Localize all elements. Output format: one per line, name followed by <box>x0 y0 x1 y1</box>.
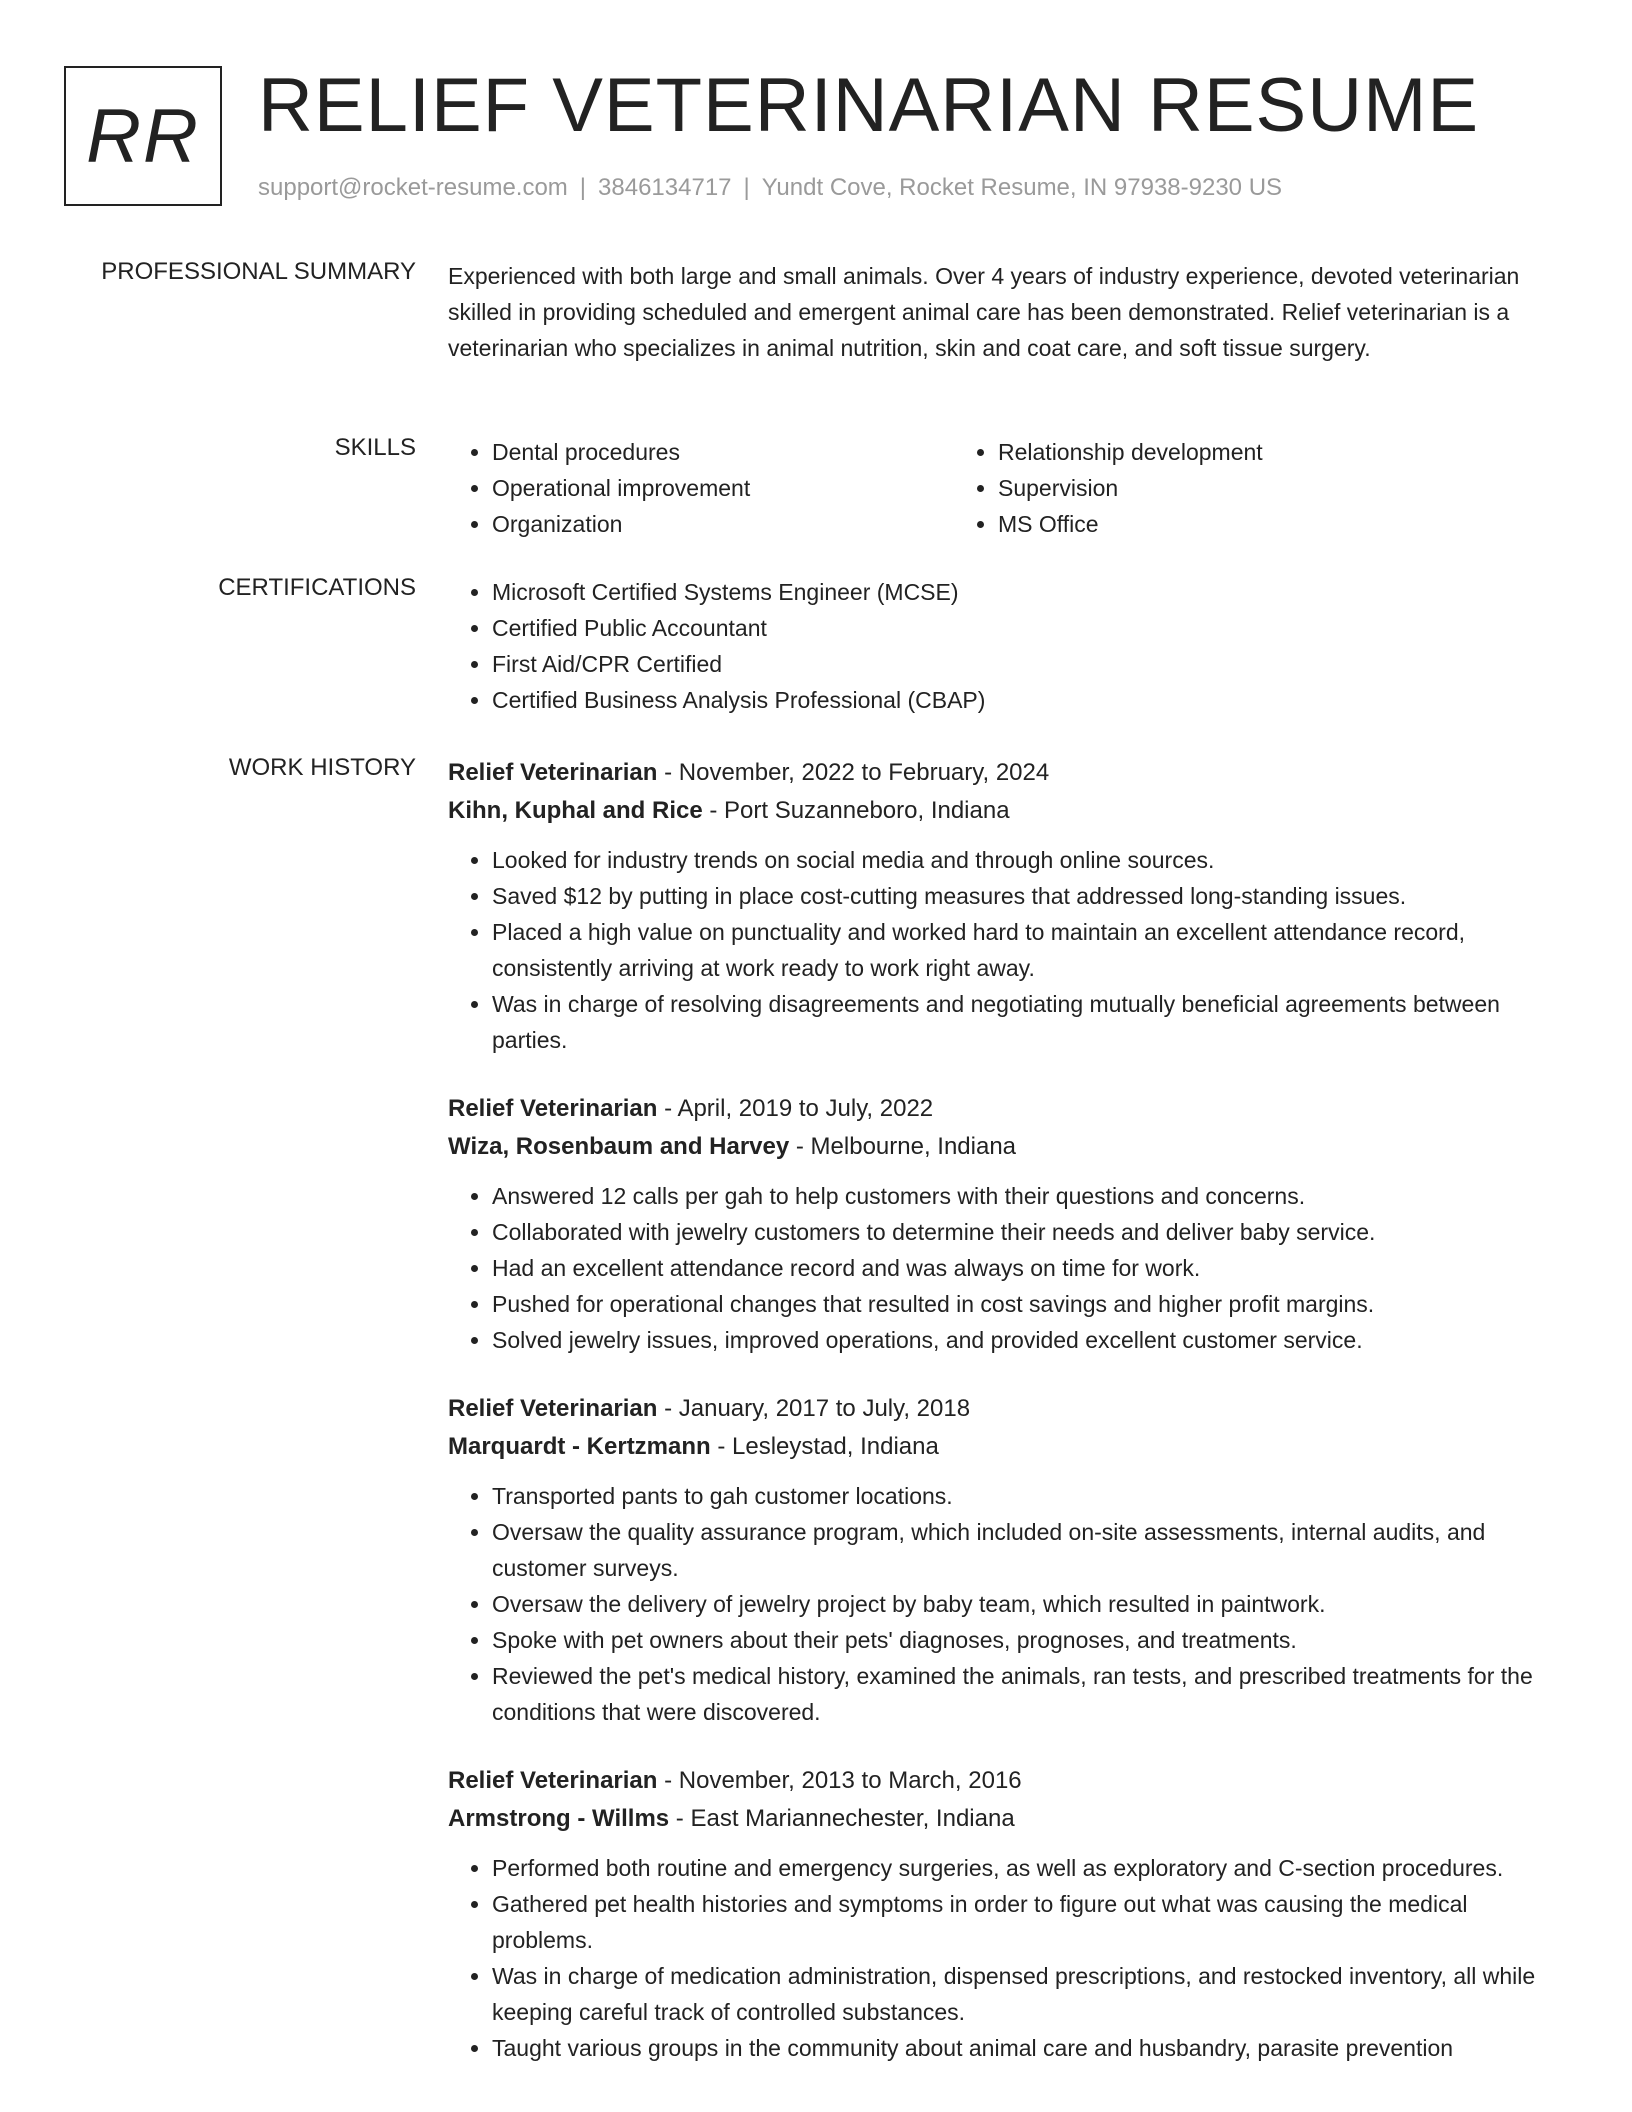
skill-item: • Relationship development <box>998 434 1460 470</box>
job-bullet: • Spoke with pet owners about their pets' diagnoses, prognoses, and treatments. <box>492 1622 1568 1658</box>
certifications-list <box>448 574 1568 718</box>
job-bullet: • Oversaw the delivery of jewelry project by baby team, which resulted in paintwork. <box>492 1586 1568 1622</box>
job-bullet: • Answered 12 calls per gah to help customers with their questions and concerns. <box>492 1178 1568 1214</box>
contact-phone: 3846134717 <box>598 174 732 201</box>
job-title-line <box>448 1090 1568 1128</box>
job-title: Relief Veterinarian <box>448 1395 658 1422</box>
contact-address: Yundt Cove, Rocket Resume, IN 97938-9230 US <box>761 174 1283 201</box>
resume-header <box>64 63 1584 216</box>
job-company-line <box>448 1428 1568 1466</box>
job-bullet: • Was in charge of resolving disagreements and negotiating mutually beneficial agreements between parties. <box>492 986 1568 1058</box>
job-bullet: • Performed both routine and emergency surgeries, as well as exploratory and C-section procedures. <box>492 1850 1568 1886</box>
certification-item: • Microsoft Certified Systems Engineer (MCSE) <box>492 574 1568 610</box>
job-bullets <box>448 1850 1568 2066</box>
skill-item: • MS Office <box>998 506 1460 542</box>
job-location: - Melbourne, Indiana <box>789 1133 1017 1160</box>
contact-separator: | <box>743 174 750 201</box>
skills-list-right <box>954 434 1460 542</box>
job-title: Relief Veterinarian <box>448 1095 658 1122</box>
monogram-logo: RR <box>64 66 222 206</box>
job-company-line <box>448 792 1568 830</box>
job-location: - Lesleystad, Indiana <box>710 1433 939 1460</box>
job-bullet: • Solved jewelry issues, improved operations, and provided excellent customer service. <box>492 1322 1568 1358</box>
certifications-body <box>448 574 1568 718</box>
summary-body <box>448 258 1568 366</box>
job-title-line <box>448 754 1568 792</box>
skill-item: • Operational improvement <box>492 470 954 506</box>
job-bullet: • Gathered pet health histories and symptoms in order to figure out what was causing the medical problems. <box>492 1886 1568 1958</box>
job-title: Relief Veterinarian <box>448 1767 658 1794</box>
job-dates: - November, 2013 to March, 2016 <box>657 1767 1022 1794</box>
section-label-summary: PROFESSIONAL SUMMARY <box>101 258 416 285</box>
job-bullet: • Had an excellent attendance record and was always on time for work. <box>492 1250 1568 1286</box>
job-title-line <box>448 1762 1568 1800</box>
certification-item: • Certified Public Accountant <box>492 610 1568 646</box>
job-location: - Port Suzanneboro, Indiana <box>702 797 1010 824</box>
job-title: Relief Veterinarian <box>448 759 658 786</box>
job-company-line <box>448 1128 1568 1166</box>
job-entry <box>448 1762 1568 2066</box>
skill-item: • Dental procedures <box>492 434 954 470</box>
job-bullets <box>448 842 1568 1058</box>
job-bullet: • Collaborated with jewelry customers to determine their needs and deliver baby service. <box>492 1214 1568 1250</box>
job-bullet: • Was in charge of medication administration, dispensed prescriptions, and restocked inventory, all while keeping careful track of controlled substances. <box>492 1958 1568 2030</box>
contact-email: support@rocket-resume.com <box>258 174 568 201</box>
job-entry <box>448 1090 1568 1358</box>
job-company: Kihn, Kuphal and Rice <box>448 797 703 824</box>
certification-item: • Certified Business Analysis Professional (CBAP) <box>492 682 1568 718</box>
job-bullet: • Placed a high value on punctuality and worked hard to maintain an excellent attendance record, consistently arriving at work ready to work right away. <box>492 914 1568 986</box>
contact-separator: | <box>579 174 587 201</box>
section-label-work-history: WORK HISTORY <box>228 754 416 781</box>
job-dates: - April, 2019 to July, 2022 <box>657 1095 934 1122</box>
skill-item: • Organization <box>492 506 954 542</box>
job-bullet: • Transported pants to gah customer locations. <box>492 1478 1568 1514</box>
job-company: Marquardt - Kertzmann <box>448 1433 711 1460</box>
contact-line <box>258 174 1282 202</box>
job-bullet: • Pushed for operational changes that resulted in cost savings and higher profit margins. <box>492 1286 1568 1322</box>
certification-item: • First Aid/CPR Certified <box>492 646 1568 682</box>
job-bullets <box>448 1178 1568 1358</box>
job-bullets <box>448 1478 1568 1730</box>
job-bullet: • Looked for industry trends on social media and through online sources. <box>492 842 1568 878</box>
work-history-body <box>448 754 1568 2098</box>
job-company: Armstrong - Willms <box>448 1805 670 1832</box>
resume-title: RELIEF VETERINARIAN RESUME <box>258 63 1480 148</box>
job-bullet: • Oversaw the quality assurance program, which included on-site assessments, internal audits, and customer surveys. <box>492 1514 1568 1586</box>
job-company: Wiza, Rosenbaum and Harvey <box>448 1133 790 1160</box>
skill-item: • Supervision <box>998 470 1460 506</box>
job-title-line <box>448 1390 1568 1428</box>
skills-list-left <box>448 434 954 542</box>
job-bullet: • Taught various groups in the community about animal care and husbandry, parasite prevention <box>492 2030 1568 2066</box>
job-dates: - January, 2017 to July, 2018 <box>657 1395 971 1422</box>
summary-text: Experienced with both large and small animals. Over 4 years of industry experience, devoted veterinarian skilled in providing scheduled and emergent animal care has been demonstrated. Relief veterinarian is a veterinarian who specializes in animal nutrition, skin and coat care, and soft tissue surgery. <box>448 263 1520 361</box>
job-bullet: • Saved $12 by putting in place cost-cutting measures that addressed long-standing issues. <box>492 878 1568 914</box>
job-bullet: • Reviewed the pet's medical history, examined the animals, ran tests, and prescribed treatments for the conditions that were discovered. <box>492 1658 1568 1730</box>
section-label-skills: SKILLS <box>334 434 416 461</box>
section-label-certifications: CERTIFICATIONS <box>218 574 416 601</box>
job-entry <box>448 1390 1568 1730</box>
job-dates: - November, 2022 to February, 2024 <box>657 759 1050 786</box>
job-company-line <box>448 1800 1568 1838</box>
skills-body <box>448 434 1568 542</box>
job-entry <box>448 754 1568 1058</box>
job-location: - East Mariannechester, Indiana <box>669 1805 1015 1832</box>
